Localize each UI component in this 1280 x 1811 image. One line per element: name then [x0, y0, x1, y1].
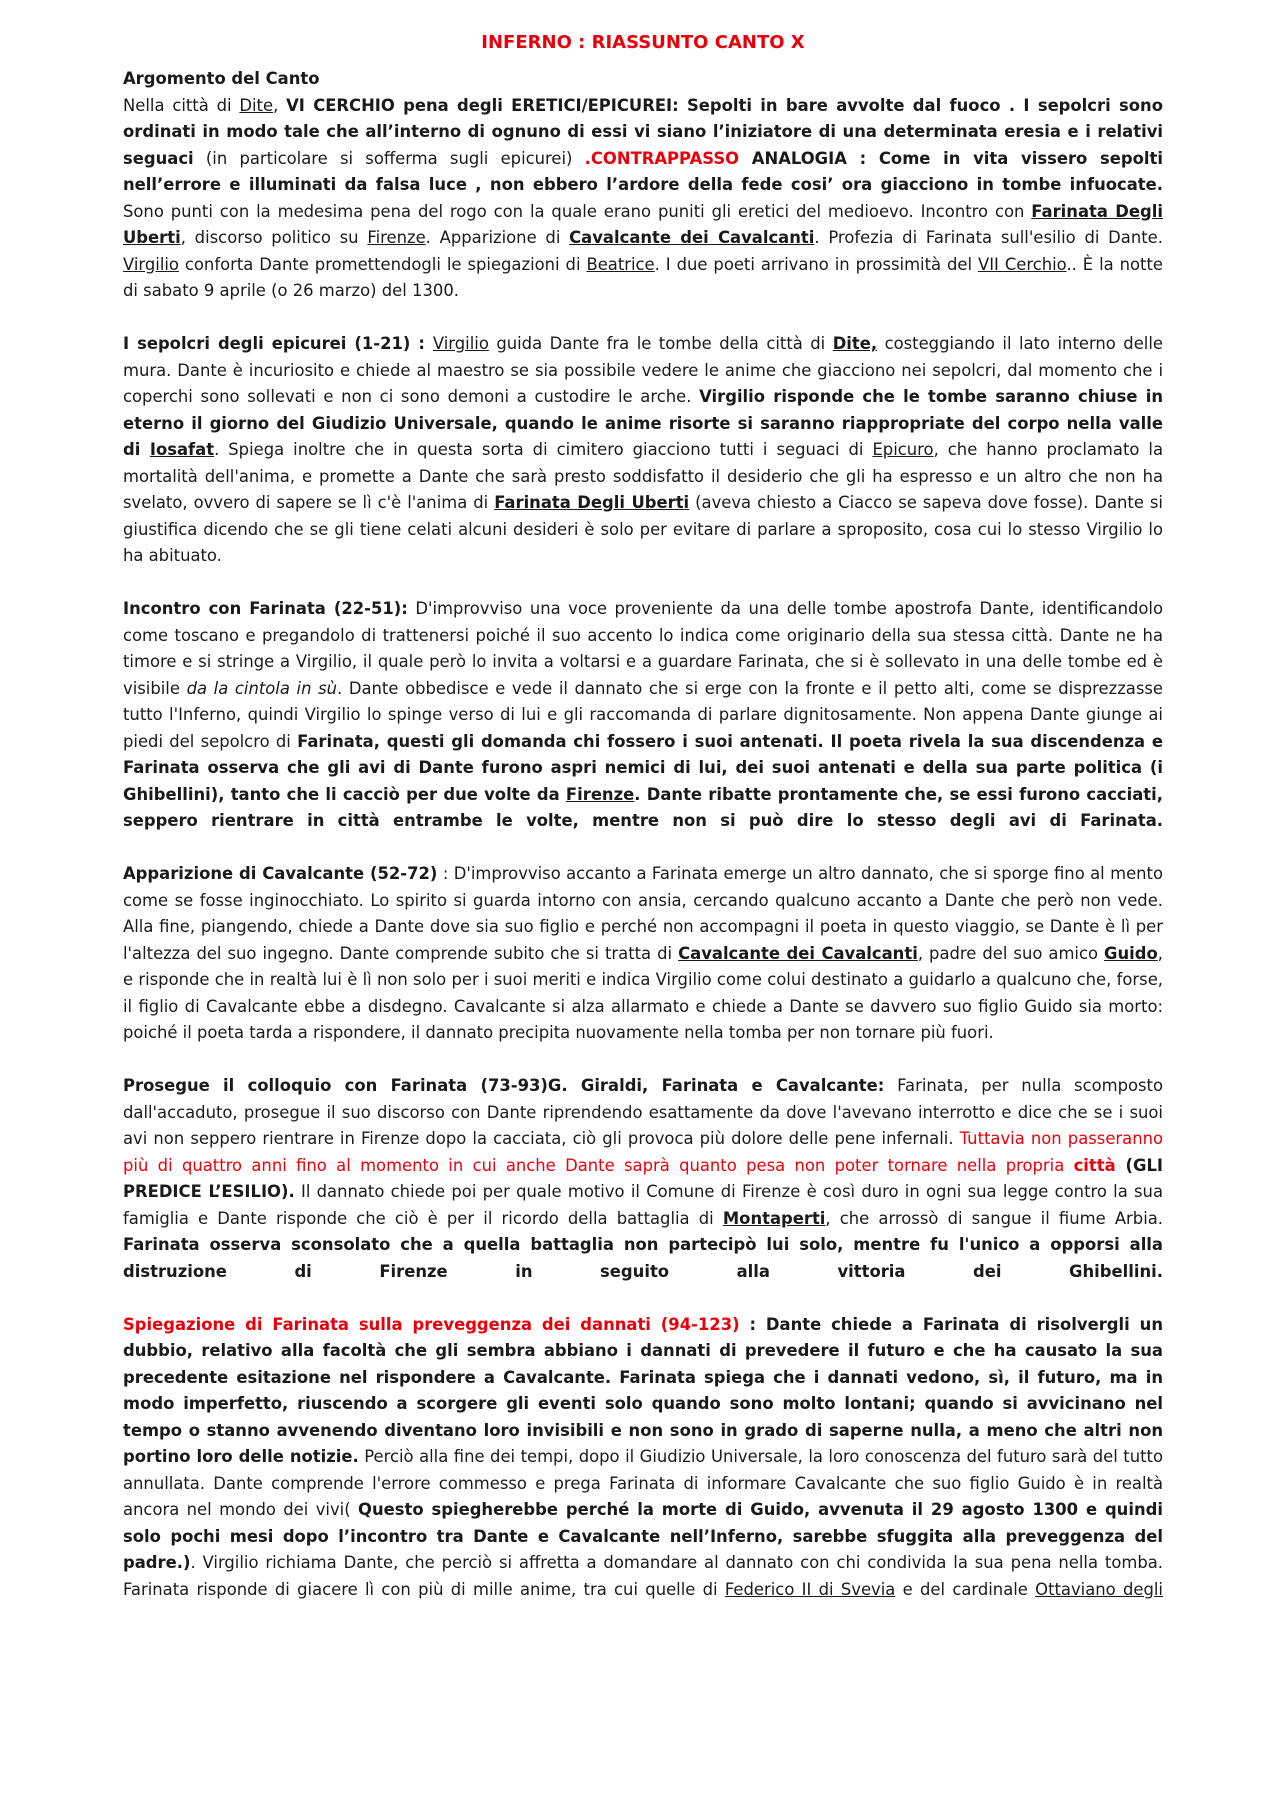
- bold-text: ANALOGIA : Come in vita vissero sepolti nell’errore e illuminati da falsa luce , non ebbero l’ardore della fede cosi’ ora giacciono in tombe infuocate.: [123, 148, 1163, 194]
- text: Sono punti con la medesima pena del rogo con la quale erano puniti gli eretici del medioevo. Incontro con: [123, 201, 1032, 221]
- link-firenze[interactable]: Firenze: [565, 784, 635, 804]
- text: . Spiega inoltre che in questa sorta di cimitero giacciono tutti i seguaci di: [214, 440, 873, 459]
- text: : D'improvviso accanto a Farinata emerge un altro dannato, che si sporge fino al mento come se fosse inginocchiato. Lo spirito si guarda intorno con ansia, cercando qualcuno accanto a Dante che però non vede. Alla fine, piangendo, chiede a Dante dove sia suo figlio e perché non accompagni il poeta in questo viaggio, se Dante è lì per l'altezza del suo ingegno. Dante comprende subito che si tratta di: [123, 864, 1164, 963]
- link-iosafat[interactable]: Iosafat: [149, 440, 215, 459]
- section-heading-apparizione: Apparizione di Cavalcante (52-72): [123, 864, 438, 883]
- text: . Profezia di Farinata sull'esilio di Dante.: [814, 228, 1163, 247]
- link-beatrice[interactable]: Beatrice: [586, 254, 655, 274]
- link-guido[interactable]: Guido: [1104, 943, 1158, 963]
- link-firenze[interactable]: Firenze: [367, 228, 426, 247]
- bold-text: (GLI PREDICE L’ESILIO).: [123, 1155, 1163, 1201]
- text: , padre del suo amico: [917, 943, 1105, 963]
- text: .. È la notte di sabato 9 aprile (o 26 marzo) del 1300.: [123, 254, 1163, 300]
- text: guida Dante fra le tombe della città di: [488, 334, 833, 353]
- text: . Virgilio richiama Dante, che perciò si affretta a domandare al dannato con chi condivida la sua pena nella tomba. Farinata risponde di giacere lì con più di mille anime, tra cui quelle di: [123, 1553, 1163, 1599]
- document-title: INFERNO : RIASSUNTO CANTO X: [481, 32, 805, 53]
- text: Nella città di: [123, 95, 240, 115]
- text: ,: [273, 95, 287, 115]
- bold-text: Farinata, questi gli domanda chi fossero i suoi antenati. Il poeta rivela la sua discendenza e Farinata osserva che gli avi di Dante furono aspri nemici di lui, dei suoi antenati e della sua parte politica (i Ghibellini), tanto che li cacciò per due volte da: [123, 731, 1163, 804]
- section-heading-incontro: Incontro con Farinata (22-51):: [123, 599, 408, 618]
- text: e del cardinale: [895, 1579, 1036, 1599]
- section-heading-argomento: Argomento del Canto: [123, 69, 320, 88]
- paragraph-spiegazione: [123, 1312, 1163, 1604]
- link-virgilio[interactable]: Virgilio: [432, 334, 489, 353]
- section-heading-spiegazione: Spiegazione di Farinata sulla preveggenza dei dannati (94-123): [123, 1314, 740, 1334]
- bold-text: . Dante ribatte prontamente che, se essi furono cacciati, seppero rientrare in città entrambe le volte, mentre non si può dire lo stesso degli avi di Farinata.: [123, 784, 1163, 830]
- red-bold-text: .CONTRAPPASSO: [584, 148, 740, 168]
- bold-text: VI CERCHIO pena degli ERETICI/EPICUREI: Sepolti in bare avvolte dal fuoco . I sepolcri sono ordinati in modo tale che all’interno di ognuno di essi vi siano l’iniziatore di una determinata eresia e i relativi seguaci: [123, 95, 1163, 168]
- bold-text: Questo spiegherebbe perché la morte di Guido, avvenuta il 29 agosto 1300 e quindi solo pochi mesi dopo l’incontro tra Dante e Cavalcante nell’Inferno, sarebbe sfuggita alla preveggenza del padre.): [123, 1500, 1163, 1572]
- link-dite[interactable]: Dite,: [832, 334, 878, 353]
- bold-text: Farinata osserva sconsolato che a quella battaglia non partecipò lui solo, mentre fu l'unico a opporsi alla distruzione di Firenze in seguito alla vittoria dei Ghibellini.: [123, 1235, 1163, 1281]
- text: Il dannato chiede poi per quale motivo il Comune di Firenze è così duro in ogni sua legge contro la sua famiglia e Dante risponde che ciò è per il ricordo della battaglia di: [123, 1182, 1163, 1228]
- text: Perciò alla fine dei tempi, dopo il Giudizio Universale, la loro conoscenza del futuro sarà del tutto annullata. Dante comprende l'errore commesso e prega Farinata di informare Cavalcante che suo figlio Guido è in realtà ancora nel mondo dei vivi(: [123, 1447, 1164, 1519]
- text: , e risponde che in realtà lui è lì non solo per i suoi meriti e indica Virgilio come colui destinato a guidarlo a qualcuno che, forse, il figlio di Cavalcante ebbe a disdegno. Cavalcante si alza allarmato e chiede a Dante se davvero suo figlio Guido sia morto: poiché il poeta tarda a rispondere, il dannato precipita nuovamente nella tomba per non tornare più fuori.: [123, 943, 1163, 1042]
- section-heading-prosegue: Prosegue il colloquio con Farinata (73-93)G. Giraldi, Farinata e Cavalcante:: [123, 1076, 885, 1095]
- bold-text: Virgilio risponde che le tombe saranno chiuse in eterno il giorno del Giudizio Universale, quando le anime risorte si saranno riappropriate del corpo nella valle di: [123, 387, 1163, 459]
- paragraph-argomento: [123, 93, 1163, 305]
- text: . I due poeti arrivano in prossimità del: [654, 254, 978, 274]
- text: . Dante obbedisce e vede il dannato che si erge con la fronte e il petto alti, come se disprezzasse tutto l'Inferno, quindi Virgilio lo spinge verso di lui e gli raccomanda di parlare dignitosamente. Non appena Dante giunge ai piedi del sepolcro di: [123, 678, 1164, 751]
- link-farinata[interactable]: Farinata Degli Uberti: [494, 493, 690, 512]
- link-virgilio[interactable]: Virgilio: [123, 254, 179, 274]
- italic-text: da la cintola in sù: [186, 678, 338, 698]
- link-ottaviano[interactable]: Ottaviano degli: [1035, 1579, 1163, 1599]
- text: Farinata, per nulla scomposto dall'accaduto, prosegue il suo discorso con Dante riprendendo esattamente da dove l'avevano interrotto e dice che se i suoi avi non seppero rientrare in Firenze dopo la cacciata, ciò gli provoca più dolore delle pene infernali.: [123, 1076, 1164, 1148]
- link-dite[interactable]: Dite: [239, 95, 274, 115]
- paragraph-incontro: [123, 596, 1163, 835]
- text: conforta Dante promettendogli le spiegazioni di: [178, 254, 587, 274]
- section-heading-sepolcri: I sepolcri degli epicurei (1-21) :: [123, 334, 433, 353]
- text: (aveva chiesto a Ciacco se sapeva dove fosse). Dante si giustifica dicendo che se gli tiene celati alcuni desideri è solo per evitare di parlare a sproposito, cosa cui lo stesso Virgilio lo ha abituato.: [123, 493, 1163, 565]
- text: costeggiando il lato interno delle mura. Dante è incuriosito e chiede al maestro se sia possibile vedere le anime che giacciono nei sepolcri, dal momento che i coperchi sono sollevati e non ci sono demoni a custodire le arche.: [123, 334, 1163, 406]
- text: , che arrossò di sangue il fiume Arbia.: [825, 1208, 1164, 1228]
- link-farinata[interactable]: Farinata Degli Uberti: [123, 201, 1163, 247]
- bold-text: : Dante chiede a Farinata di risolvergli un dubbio, relativo alla facoltà che gli sembra abbiano i dannati di prevedere il futuro e che ha causato la sua precedente esitazione nel rispondere a Cavalcante. Farinata spiega che i dannati vedono, sì, il futuro, ma in modo imperfetto, riuscendo a scorgere gli eventi solo quando sono molto lontani; quando si avvicinano nel tempo o stanno avvenendo diventano loro invisibili e non sono in grado di saperne nulla, a meno che altri non portino loro delle notizie.: [123, 1314, 1163, 1466]
- text: , che hanno proclamato la mortalità dell'anima, e promette a Dante che sarà presto soddisfatto il desiderio che gli ha espresso e un altro che non ha svelato, ovvero di sapere se lì c'è l'anima di: [123, 440, 1164, 512]
- paragraph-apparizione: [123, 861, 1163, 1047]
- text: D'improvviso una voce proveniente da una delle tombe apostrofa Dante, identificandolo come toscano e pregandolo di trattenersi poiché il suo accento lo indica come originario della sua stessa città. Dante ne ha timore e si stringe a Virgilio, il quale però lo invita a voltarsi e a guardare Farinata, che si è sollevato in una delle tombe ed è visibile: [123, 599, 1163, 698]
- red-text: Tuttavia non passeranno più di quattro anni fino al momento in cui anche Dante saprà quanto pesa non poter tornare nella propria: [123, 1129, 1163, 1175]
- red-bold-text: città: [1073, 1155, 1116, 1175]
- paragraph-sepolcri: [123, 331, 1163, 570]
- link-montaperti[interactable]: Montaperti: [722, 1208, 826, 1228]
- link-cavalcante[interactable]: Cavalcante dei Cavalcanti: [678, 943, 918, 963]
- link-federico[interactable]: Federico II di Svevia: [724, 1579, 896, 1599]
- paragraph-prosegue: [123, 1073, 1163, 1285]
- text: . Apparizione di: [425, 228, 570, 247]
- link-vii-cerchio[interactable]: VII Cerchio: [978, 254, 1067, 274]
- document-body: [123, 30, 1163, 1630]
- link-epicuro[interactable]: Epicuro: [872, 440, 934, 459]
- link-cavalcante[interactable]: Cavalcante dei Cavalcanti: [569, 228, 815, 247]
- text: , discorso politico su: [180, 228, 368, 247]
- text: (in particolare si sofferma sugli epicurei): [193, 148, 585, 168]
